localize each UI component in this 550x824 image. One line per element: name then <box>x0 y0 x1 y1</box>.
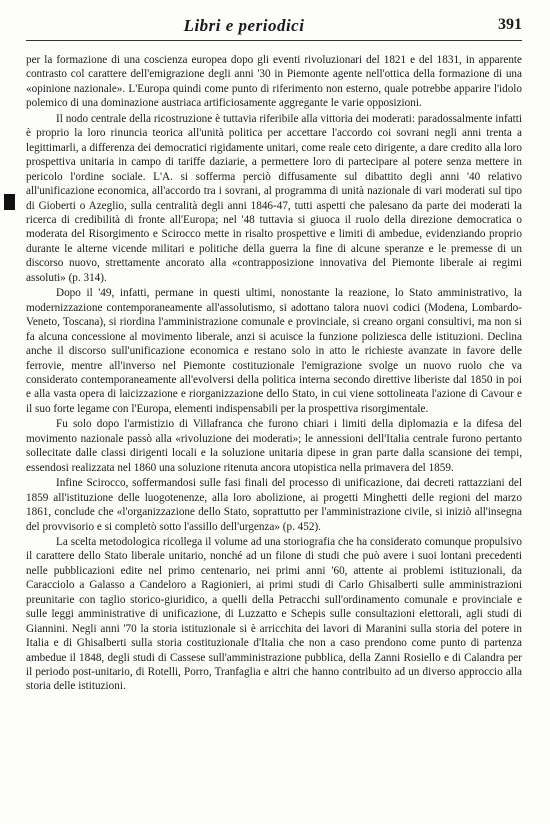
page-body <box>26 53 522 695</box>
paragraph-1: per la formazione di una coscienza europea dopo gli eventi rivoluzionari del 1821 e del 1831, in apparente contrasto col carattere dell'emigrazione degli anni '30 in Piemonte agente nell'ottica della formazione di una «opinione nazionale». L'Europa quindi come punto di riferimento non esterno, quale potrebbe apparire l'idolo polemico di una dominazione austriaca artificiosamente aggregante le varie opposizioni. <box>26 54 522 110</box>
page-header <box>26 14 522 41</box>
paragraph-6: La scelta metodologica ricollega il volume ad una storiografia che ha considerato comunque propulsivo il carattere dello Stato liberale unitario, nonché ad un filone di studi che può avere i suoi lontani precedenti nelle pubblicazioni edite nel primo centenario, nei primi anni '60, attente ai problemi istituzionali, da Caracciolo a Galasso a Candeloro a Ragionieri, ai primi studi di Carlo Ghisalberti sulle amministrazioni preunitarie con taglio storico-giuridico, a quelli della Petracchi sull'ordinamento comunale e provinciale e sulle leggi amministrative di unificazione, di Luzzatto e Schepis sulle consultazioni elettorali, agli studi di Giannini. Negli anni '70 la storia istituzionale si è arricchita dei lavori di Maranini sulla storia del potere in Italia e di Ghisalberti sulla storia costituzionale d'Italia che non a caso prendono come punto di partenza ambedue il 1848, degli studi di Cassese sull'amministrazione pubblica, della Zanni Rosiello e di Calandra per il periodo post-unitario, di Rotelli, Porro, Tranfaglia e altri che hanno contribuito ad un diverso approccio alla storia delle istituzioni. <box>26 535 522 693</box>
margin-marker <box>4 194 15 210</box>
paragraph-2: Il nodo centrale della ricostruzione è tuttavia riferibile alla vittoria dei moderati: paradossalmente infatti è proprio la loro rinuncia teorica all'unità politica per accettare l'accordo coi sovrani negli anni trenta a legittimarli, a differenza dei democratici rigidamente unitari, come reale ceto dirigente, a dare credito alla loro prospettiva unitaria in campo di tariffe daziarie, a permettere loro di partecipare al potere senza mettere in pericolo l'ordine sociale. L'A. si sofferma perciò diffusamente sul dibattito degli anni '40 relativo all'unificazione economica, all'accordo tra i sovrani, al programma di unità nazionale di vari moderati sul tipo di Gioberti o Azeglio, sulla centralità degli anni 1846-47, tutti aspetti che palesano da parte dei moderati la ricerca di credibilità di fronte all'Europa; nel '48 tuttavia si giuoca il ruolo della direzione democratica o moderata del Risorgimento e Scirocco mette in risalto prospettive e limiti di ambedue, evidenziando proprio durante le alterne vicende militari e politiche della guerra la fine di alcune speranze e le premesse di un discorso nuovo, strettamente ancorato alla «contrapposizione innovativa del Piemonte liberale ai regimi assoluti» (p. 314). <box>26 112 522 284</box>
running-title: Libri e periodici <box>183 16 305 35</box>
paragraph-3: Dopo il '49, infatti, permane in questi ultimi, nonostante la reazione, lo Stato amministrativo, la modernizzazione contemporaneamente all'assolutismo, si adottano talora nuovi codici (Modena, Lombardo-Veneto, Toscana), si riordina l'amministrazione comunale e provinciale, si creano organi consultivi, ma non si fa alcuna concessione al movimento liberale, anzi si acuisce la funzione poliziesca delle istituzioni. Declina anche il discorso sull'unificazione economica e restano solo in atto le richieste avanzate in favore delle ferrovie, mentre all'inverso nel Piemonte costituzionale l'emigrazione svolge un nuovo ruolo che va considerato contemporaneamente all'evolversi della politica interna secondo direttive liberiste dal 1850 in poi e alla vasta opera di laicizzazione e riorganizzazione dello Stato, in cui viene sottolineata l'azione di Cavour e il suo forte legame con l'Europa, elementi indispensabili per la prospettiva risorgimentale. <box>26 287 522 415</box>
page-number: 391 <box>498 16 522 33</box>
paragraph-5: Infine Scirocco, soffermandosi sulle fasi finali del processo di unificazione, dai decreti rattazziani del 1859 all'istituzione delle luogotenenze, alla loro abolizione, ai progetti Minghetti delle regioni del marzo 1861, conclude che «l'organizzazione dello Stato, soprattutto per l'amministrazione civile, si iniziò all'insegna del provvisorio e si completò sotto l'assillo dell'urgenza» (p. 452). <box>26 477 522 533</box>
paragraph-4: Fu solo dopo l'armistizio di Villafranca che furono chiari i limiti della diplomazia e la difesa del movimento nazionale passò alla «rivoluzione dei moderati»; le annessioni dell'Italia centrale furono pertanto sollecitate dalle classi dirigenti locali e la soluzione unitaria dipese in gran parte dalla scansione dei tempi, essendosi realizzata nel 1860 una soluzione ritenuta ancora utopistica nella primavera del 1859. <box>26 418 522 474</box>
